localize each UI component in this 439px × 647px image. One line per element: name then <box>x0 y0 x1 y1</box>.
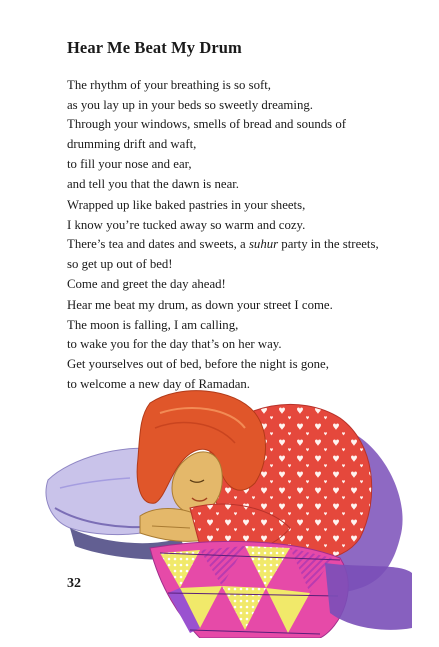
poem-line: to fill your nose and ear, <box>67 156 192 171</box>
poem-line-part: There’s tea and dates and sweets, a <box>67 237 249 252</box>
poem-line: to wake you for the day that’s on her way. <box>67 337 282 352</box>
poem-line: as you lay up in your beds so sweetly dreaming. <box>67 97 313 112</box>
poem-line: Through your windows, smells of bread and sounds of <box>67 117 347 132</box>
poem-line: so get up out of bed! <box>67 257 173 272</box>
poem-line: Hear me beat my drum, as down your street I come. <box>67 298 333 312</box>
poem-line: and tell you that the dawn is near. <box>67 176 240 191</box>
stanza-1 <box>67 76 346 194</box>
stanza-2 <box>67 196 379 295</box>
poem-line: Come and greet the day ahead! <box>67 276 226 291</box>
poem-line: to welcome a new day of Ramadan. <box>67 376 250 391</box>
stanza-3 <box>67 296 333 395</box>
poem-line: drumming drift and waft, <box>67 137 197 152</box>
sleeping-child-illustration <box>40 388 412 638</box>
poem-line-part: party in the streets, <box>278 237 379 252</box>
poem-line: The moon is falling, I am calling, <box>67 317 239 332</box>
quilt <box>150 541 348 638</box>
poem-line: Wrapped up like baked pastries in your sheets, <box>67 198 306 212</box>
italic-word-suhur: suhur <box>248 237 279 252</box>
poem-line: Get yourselves out of bed, before the night is gone, <box>67 357 329 372</box>
poem-title: Hear Me Beat My Drum <box>67 38 242 57</box>
poem-line: I know you’re tucked away so warm and cozy. <box>67 217 306 232</box>
poem-line: The rhythm of your breathing is so soft, <box>67 78 272 92</box>
page-number: 32 <box>67 576 81 591</box>
poem-line <box>67 235 379 255</box>
